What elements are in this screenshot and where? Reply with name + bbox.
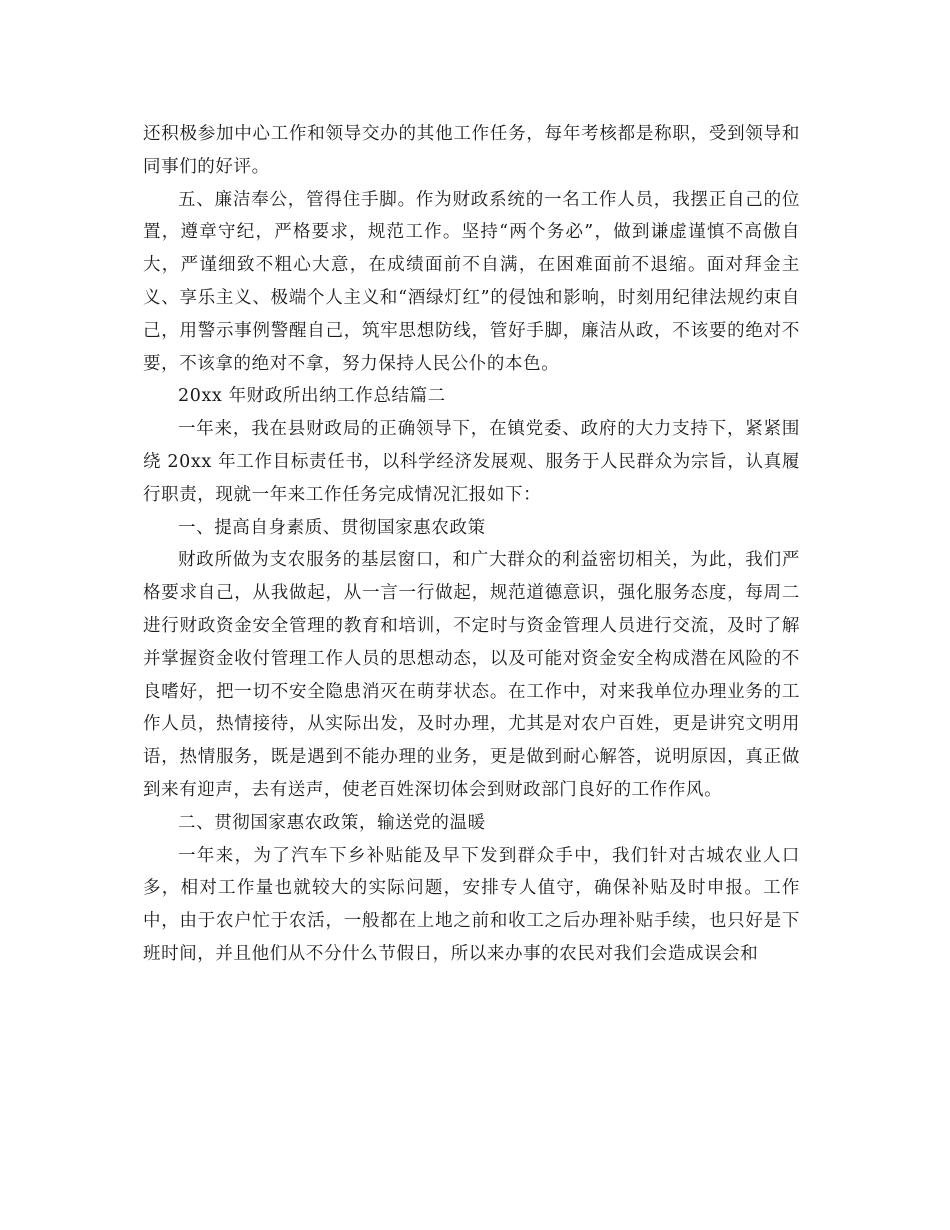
document-body bbox=[143, 118, 800, 971]
paragraph-continuation: 还积极参加中心工作和领导交办的其他工作任务，每年考核都是称职，受到领导和同事们的好评。 bbox=[143, 124, 800, 177]
paragraph-intro: 一年来，我在县财政局的正确领导下，在镇党委、政府的大力支持下，紧紧围绕 20xx 年工作目标责任书，以科学经济发展观、服务于人民群众为宗旨，认真履行职责，现就一年来工作任务完成情况汇报如下： bbox=[143, 419, 800, 505]
paragraph-subsidy: 一年来，为了汽车下乡补贴能及早下发到群众手中，我们针对古城农业人口多，相对工作量也就较大的实际问题，安排专人值守，确保补贴及时申报。工作中，由于农户忙于农活，一般都在上地之前和收工之后办理补贴手续，也只好是下班时间，并且他们从不分什么节假日，所以来办事的农民对我们会造成误会和 bbox=[143, 845, 800, 964]
paragraph-integrity: 五、廉洁奉公，管得住手脚。作为财政系统的一名工作人员，我摆正自己的位置，遵章守纪，严格要求，规范工作。坚持“两个务必”，做到谦虚谨慎不高傲自大，严谨细致不粗心大意，在成绩面前不自满，在困难面前不退缩。面对拜金主义、享乐主义、极端个人主义和“酒绿灯红”的侵蚀和影响，时刻用纪律法规约束自己，用警示事例警醒自己，筑牢思想防线，管好手脚，廉洁从政，不该要的绝对不要，不该拿的绝对不拿，努力保持人民公仆的本色。 bbox=[143, 189, 800, 374]
subheading-two: 二、贯彻国家惠农政策，输送党的温暖 bbox=[178, 812, 486, 833]
subheading-one: 一、提高自身素质、贯彻国家惠农政策 bbox=[178, 517, 486, 538]
section-heading-part-two: 20xx 年财政所出纳工作总结篇二 bbox=[178, 386, 446, 407]
paragraph-service-window: 财政所做为支农服务的基层窗口，和广大群众的利益密切相关，为此，我们严格要求自己，从我做起，从一言一行做起，规范道德意识，强化服务态度，每周二进行财政资金安全管理的教育和培训，不定时与资金管理人员进行交流，及时了解并掌握资金收付管理工作人员的思想动态，以及可能对资金安全构成潜在风险的不良嗜好，把一切不安全隐患消灭在萌芽状态。在工作中，对来我单位办理业务的工作人员，热情接待，从实际出发，及时办理，尤其是对农户百姓，更是讲究文明用语，热情服务，既是遇到不能办理的业务，更是做到耐心解答，说明原因，真正做到来有迎声，去有送声，使老百姓深切体会到财政部门良好的工作作风。 bbox=[143, 550, 800, 800]
